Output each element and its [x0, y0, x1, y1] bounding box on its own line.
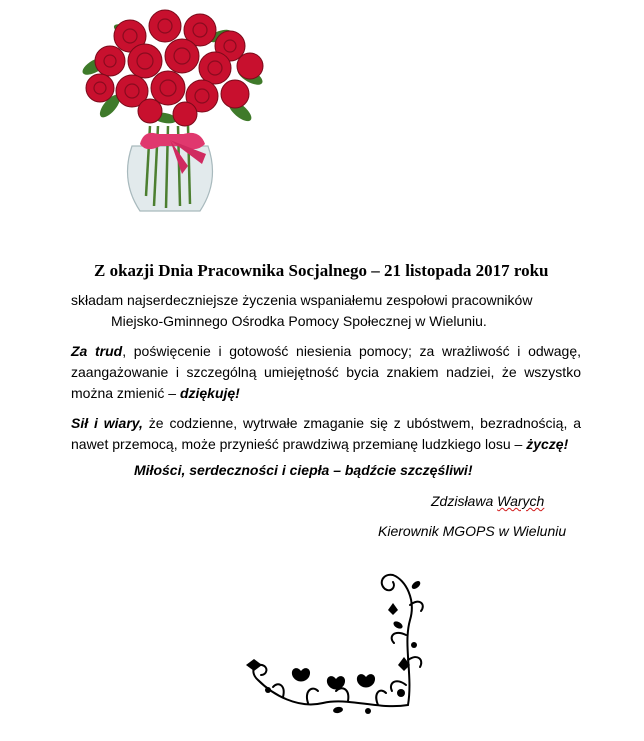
signature-last-name: Warych: [497, 493, 545, 509]
paragraph-2-body: , poświęcenie i gotowość niesienia pomocy; za wrażliwość i odwagę, zaangażowanie i szczególną umiejętność bycia znakiem nadziei, że wszystko można zmienić –: [71, 343, 581, 401]
signature-first-name: Zdzisława: [431, 493, 498, 509]
greeting-paragraph-2: [71, 341, 581, 404]
signature-title: Kierownik MGOPS w Wieluniu: [378, 523, 567, 539]
paragraph-3-lead: Sił i wiary,: [71, 415, 143, 431]
paragraph-2-lead: Za trud: [71, 343, 123, 359]
signature-name: [431, 493, 544, 509]
paragraph-3-body: że codzienne, wytrwałe zmaganie się z ubóstwem, bezradnością, a nawet przemocą, może przynieść prawdziwą przemianę ludzkiego losu –: [71, 415, 581, 452]
paragraph-3-end: życzę!: [526, 436, 569, 452]
greeting-paragraph-1: [71, 290, 581, 332]
paragraph-1-line-2: Miejsko-Gminnego Ośrodka Pomocy Społecznej w Wieluniu.: [111, 313, 487, 329]
floral-ornament-image: [238, 565, 428, 715]
bouquet-image: [70, 6, 270, 221]
greeting-heading: Z okazji Dnia Pracownika Socjalnego – 21 listopada 2017 roku: [94, 261, 549, 280]
paragraph-1-line-1: składam najserdeczniejsze życzenia wspaniałemu zespołowi pracowników: [71, 292, 533, 308]
closing-wish: Miłości, serdeczności i ciepła – bądźcie szczęśliwi!: [134, 462, 473, 478]
greeting-paragraph-3: [71, 413, 581, 455]
paragraph-2-end: dziękuję!: [179, 385, 240, 401]
